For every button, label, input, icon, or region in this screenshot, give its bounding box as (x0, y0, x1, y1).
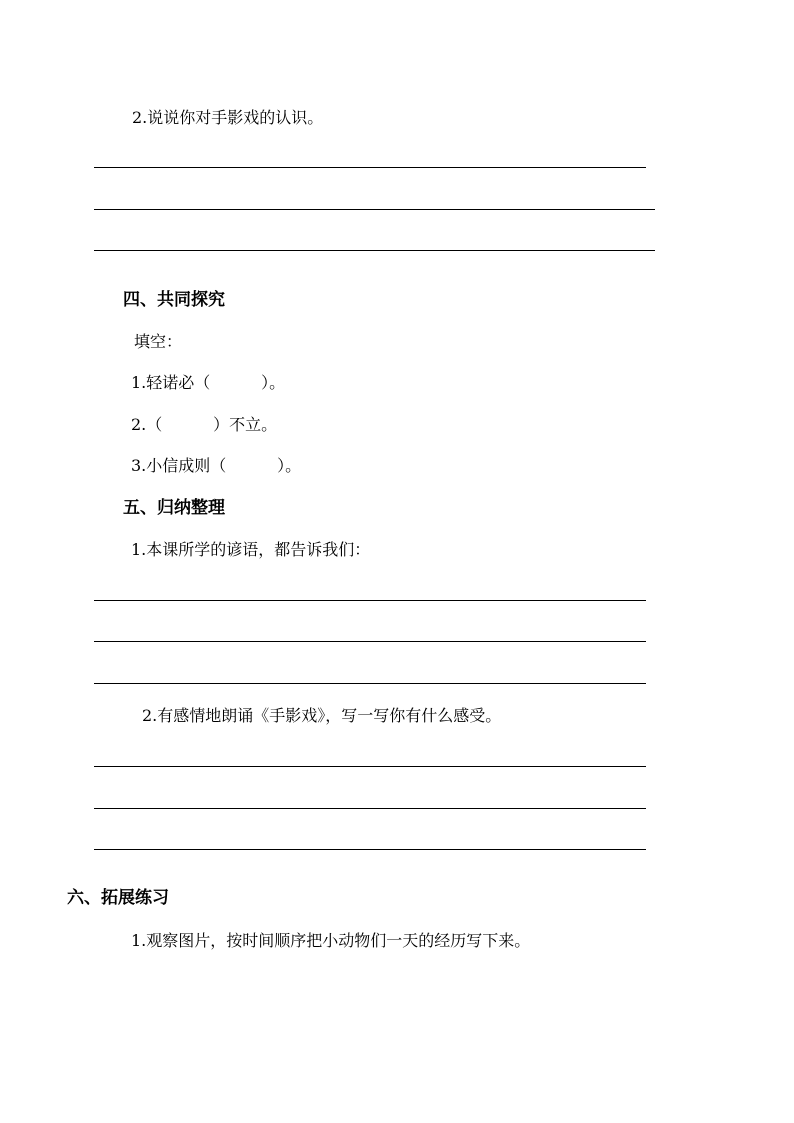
fill-blank-item: 3.小信成则（ ）。 (131, 456, 302, 475)
answer-line (94, 683, 646, 684)
question-understanding-of-shadow-play: 2.说说你对手影戏的认识。 (132, 108, 324, 127)
answer-line (94, 808, 646, 809)
section-heading-summary: 五、归纳整理 (123, 498, 225, 518)
fill-blank-intro: 填空： (134, 332, 183, 351)
fill-blank-item: 1.轻诺必（ ）。 (131, 373, 286, 392)
question-observe-picture: 1.观察图片，按时间顺序把小动物们一天的经历写下来。 (131, 931, 531, 950)
answer-line (94, 600, 646, 601)
answer-line (94, 641, 646, 642)
answer-line (94, 766, 646, 767)
fill-blank-item: 2.（ ）不立。 (131, 415, 278, 434)
answer-line (94, 849, 646, 850)
answer-line (94, 209, 655, 210)
section-heading-explore: 四、共同探究 (123, 290, 225, 310)
answer-line (94, 250, 655, 251)
answer-line (94, 167, 646, 168)
question-proverb-meaning: 1.本课所学的谚语，都告诉我们： (131, 540, 371, 559)
question-recite-feelings: 2.有感情地朗诵《手影戏》，写一写你有什么感受。 (142, 706, 502, 725)
section-heading-extension: 六、拓展练习 (67, 888, 169, 908)
